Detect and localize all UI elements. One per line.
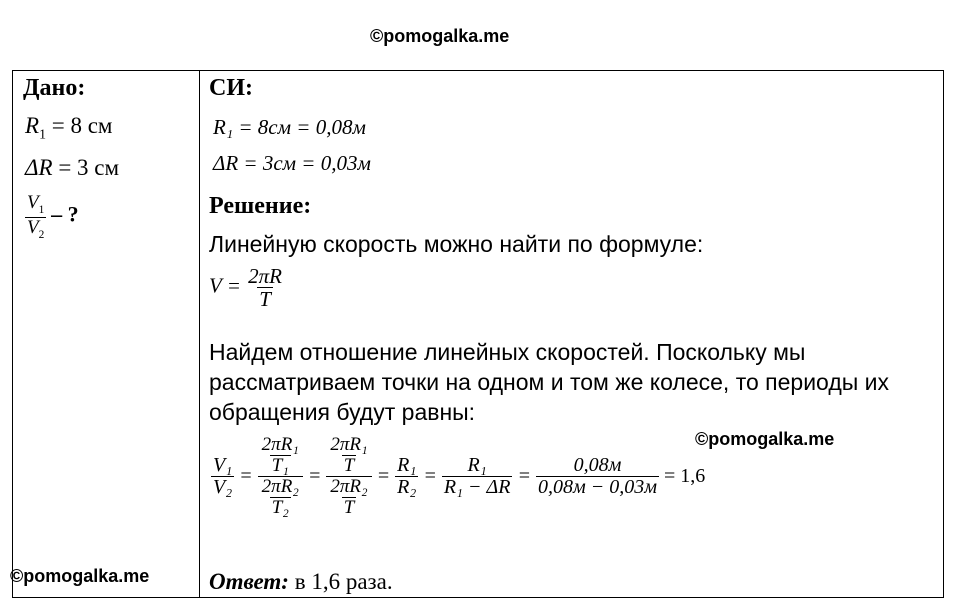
given-title: Дано: [23,75,86,101]
watermark-bottom: ©pomogalka.me [10,566,150,586]
big-fraction-equal-periods: $\frac{\frac{\text{2πR₁}}{T}}{\frac{\text{2πR₂}}{T}}$ [326,435,371,518]
velocity-formula: V = $\frac{2\pi R}{T}$ [209,264,282,312]
solution-paragraph-line-2: рассматриваем точки на одном и том же колесе, то периоды их [209,369,890,395]
solution-intro: Линейную скорость можно найти по формуле: [209,231,704,257]
column-divider [199,71,200,597]
answer: Ответ: в 1,6 раза. [209,569,393,594]
given-delta-r: ΔR = 3 см [25,155,120,180]
si-title: СИ: [209,75,253,101]
solution-paragraph-line-3: обращения будут равны: [209,399,476,425]
ratio-equation: $\frac{\text{V₁}}{\text{V₂}}$ = $\frac{\frac{\text{2πR₁}}{\text{T₁}}}{\frac{\text{2πR₂}}{\text{T₂}}}$ = $\frac{\frac{\text{2πR₁}}{T}}{\frac{\text{2πR₂}}{T}}$ = $\frac{\text{R₁}}{\text{R₂}}$ = $\frac{\text{R₁}}{\text{R₁ − ΔR}}$ = $\frac{0,08м}{0,08м - 0,03м}$ = 1,6 [213,434,706,518]
big-fraction-periods: $\frac{\frac{\text{2πR₁}}{\text{T₁}}}{\frac{\text{2πR₂}}{\text{T₂}}}$ [258,435,303,518]
solution-paragraph-line-1: Найдем отношение линейных скоростей. Поскольку мы [209,339,806,365]
watermark-top: ©pomogalka.me [370,26,510,46]
problem-table [12,70,944,598]
given-r1: $R_1 = 8$ см [25,113,113,142]
watermark-middle: ©pomogalka.me [695,429,835,449]
given-find: $\frac{V_1}{V_2}$ – ? [27,192,79,241]
si-line-2: ΔR = 3см = 0,03м [213,151,371,175]
solution-title: Решение: [209,193,312,219]
si-line-1: R₁ = 8см = 0,08м [213,115,366,139]
